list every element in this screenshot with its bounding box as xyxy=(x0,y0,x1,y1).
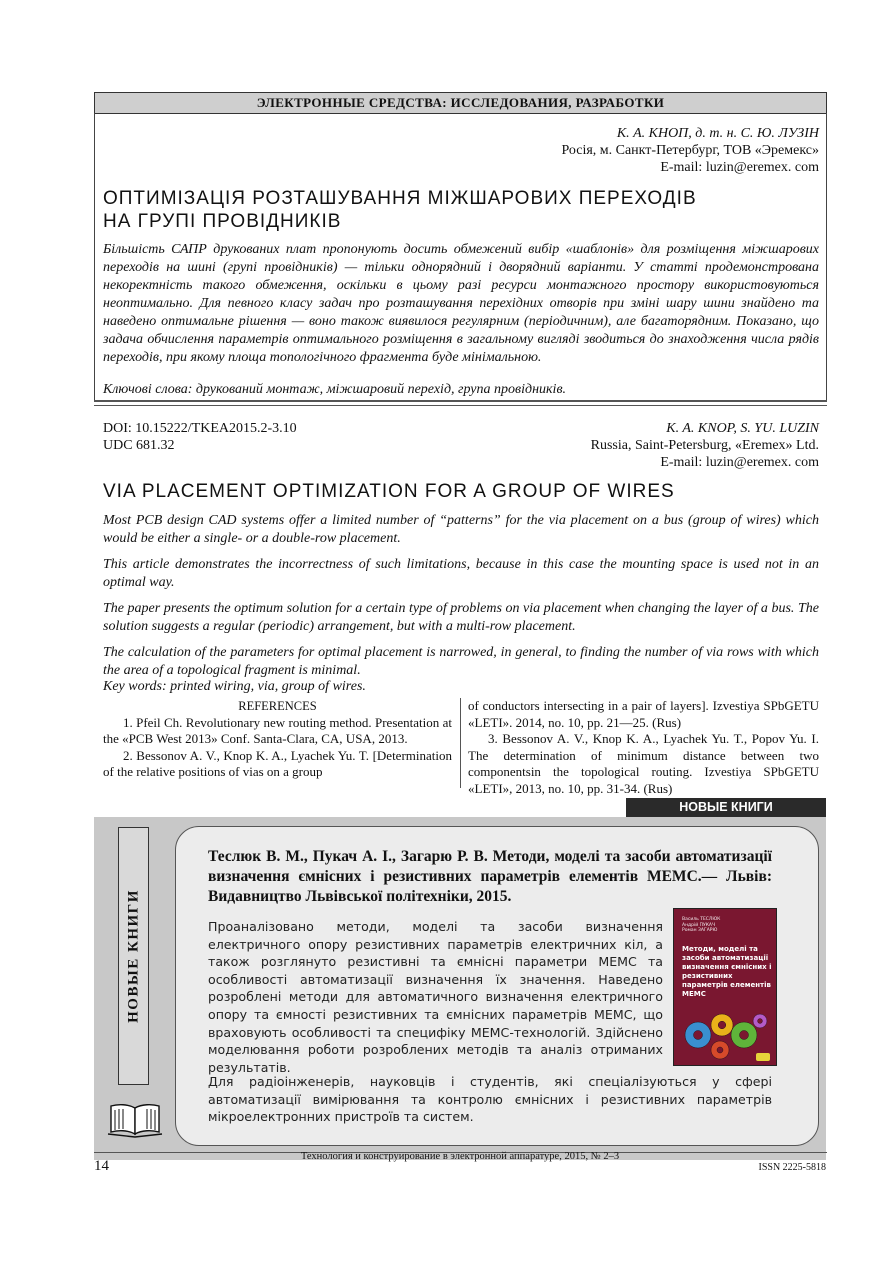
issn: ISSN 2225-5818 xyxy=(758,1162,826,1173)
book-title: Теслюк В. М., Пукач А. І., Загарю Р. В. Методи, моделі та засоби автоматизації визначення ємнісних і резистивних параметрів елементів МЕМС.— Львів: Видавництво Львівської політехніки, 2015. xyxy=(208,848,772,905)
en-paragraph: The calculation of the parameters for optimal placement is narrowed, in general, to finding the number of via rows with which the area of a topological fragment is minimal. xyxy=(103,645,819,678)
ua-title xyxy=(103,187,819,233)
en-keywords: Key words: printed wiring, via, group of wires. xyxy=(103,679,366,694)
doi: DOI: 10.15222/TKEA2015.2-3.10 xyxy=(103,421,297,436)
en-email: E-mail: luzin@eremex. com xyxy=(660,455,819,470)
en-authors: K. A. KNOP, S. YU. LUZIN xyxy=(666,421,819,436)
en-title: VIA PLACEMENT OPTIMIZATION FOR A GROUP OF WIRES xyxy=(103,481,675,502)
section-header: ЭЛЕКТРОННЫЕ СРЕДСТВА: ИССЛЕДОВАНИЯ, РАЗРАБОТКИ xyxy=(94,92,827,114)
ua-title-line1: ОПТИМІЗАЦІЯ РОЗТАШУВАННЯ МІЖШАРОВИХ ПЕРЕХОДІВ xyxy=(103,188,697,209)
gears-icon xyxy=(674,997,777,1065)
cover-title: Методи, моделі та засоби автоматизації визначення ємнісних і резистивних параметрів елементів МЕМС xyxy=(682,945,772,998)
ua-abstract: Більшість САПР друкованих плат пропонують досить обмежений вибір «шаблонів» для розміщення міжшарових переходів на шині (групі провідників) — тільки однорядний і дворядний варіанти. У статті продемонстрована некоректність такого обмеження, оскільки в цьому разі ресурси монтажного простору використовуються неоптимально. Для певного класу задач про розташування перехідних отворів при зміні шару шини знайдено та наведено оптимальне рішення — воно також виявилося регулярним (періодичним), але багаторядним. Показано, що задача обчислення параметрів оптимального розміщення в загальному вигляді зводиться до знаходження числа рядів переходів, при якому площа топологічного фрагмента буде мінімальною. xyxy=(103,242,819,365)
udc: UDC 681.32 xyxy=(103,438,175,453)
column-rule xyxy=(460,698,461,788)
en-paragraph: The paper presents the optimum solution for a certain type of problems on via placement when changing the layer of a bus. The solution suggests a regular (periodic) arrangement, but with a multi-row placement. xyxy=(103,601,819,634)
left-margin-rule xyxy=(94,113,95,400)
ua-authors: К. А. КНОП, д. т. н. С. Ю. ЛУЗІН xyxy=(616,126,819,141)
open-book-icon xyxy=(106,1100,164,1138)
right-margin-rule xyxy=(826,113,827,400)
book-audience: Для радіоінженерів, науковців і студентів, які спеціалізуються у сфері автоматизації вимірювання та контролю ємнісних і резистивних параметрів мікроелектронних пристроїв та систем. xyxy=(208,1074,772,1125)
references-left-column xyxy=(103,698,452,781)
references-right-column xyxy=(468,698,819,797)
section-divider xyxy=(94,400,827,402)
journal-footer: Технология и конструирование в электронной аппаратуре, 2015, № 2–3 xyxy=(300,1151,620,1162)
book-description: Проаналізовано методи, моделі та засоби визначення електричного опору резистивних параметрів електричних кіл, а також розглянуто резистивні та ємнісні параметри МЕМС та особливості автоматизації визначення їх значення. Наведено розроблені методи для автоматичного визначення електричного опору та ємності резистивних та ємнісних параметрів МЕМС, що враховують особливості та специфіку МЕМС-технологій. Здійснено моделювання роботи розроблених методів та аналіз отриманих результатів. xyxy=(208,919,663,1075)
references-heading: REFERENCES xyxy=(238,699,317,713)
book-cover-image xyxy=(673,908,777,1066)
reference-item: 1. Pfeil Ch. Revolutionary new routing method. Presentation at the «PCB West 2013» Conf. Santa-Clara, CA, USA, 2013. xyxy=(103,714,452,746)
en-paragraph: This article demonstrates the incorrectness of such limitations, because in this case the mounting space is used not in an optimal way. xyxy=(103,557,819,590)
section-divider-thin xyxy=(94,405,827,406)
cover-authors: Василь ТЕСЛЮК Андрій ПУКАЧ Роман ЗАГАРЮ xyxy=(682,917,721,933)
reference-item: of conductors intersecting in a pair of layers]. Izvestiya SPbGETU «LETI». 2014, no. 10, pp. 21—25. (Rus) xyxy=(468,698,819,730)
reference-item: 2. Bessonov A. V., Knop K. A., Lyachek Yu. T. [Determination of the relative positions of vias on a group xyxy=(103,747,452,779)
new-books-banner: НОВЫЕ КНИГИ xyxy=(626,798,826,817)
new-books-side-text: НОВЫЕ КНИГИ xyxy=(125,889,141,1023)
en-affiliation: Russia, Saint-Petersburg, «Eremex» Ltd. xyxy=(590,438,819,453)
en-paragraph: Most PCB design CAD systems offer a limited number of “patterns” for the via placement on a bus (group of wires) which would be either a single- or a double-row placement. xyxy=(103,513,819,546)
ua-title-line2: НА ГРУПІ ПРОВІДНИКІВ xyxy=(103,211,342,232)
ua-affiliation: Росія, м. Санкт-Петербург, ТОВ «Эремекс» xyxy=(561,143,819,158)
en-abstract xyxy=(103,512,819,688)
ua-keywords: Ключові слова: друкований монтаж, міжшаровий перехід, група провідників. xyxy=(103,382,567,397)
reference-item: 3. Bessonov A. V., Knop K. A., Lyachek Yu. T., Popov Yu. I. The determination of minimum distance between two componentsin the topological routing. Izvestiya SPbGETU «LETI», 2013, no. 10, pp. 31-34. (Rus) xyxy=(468,731,819,796)
ua-email: E-mail: luzin@eremex. com xyxy=(660,160,819,175)
page-number: 14 xyxy=(94,1158,109,1174)
new-books-side-label xyxy=(118,827,149,1085)
